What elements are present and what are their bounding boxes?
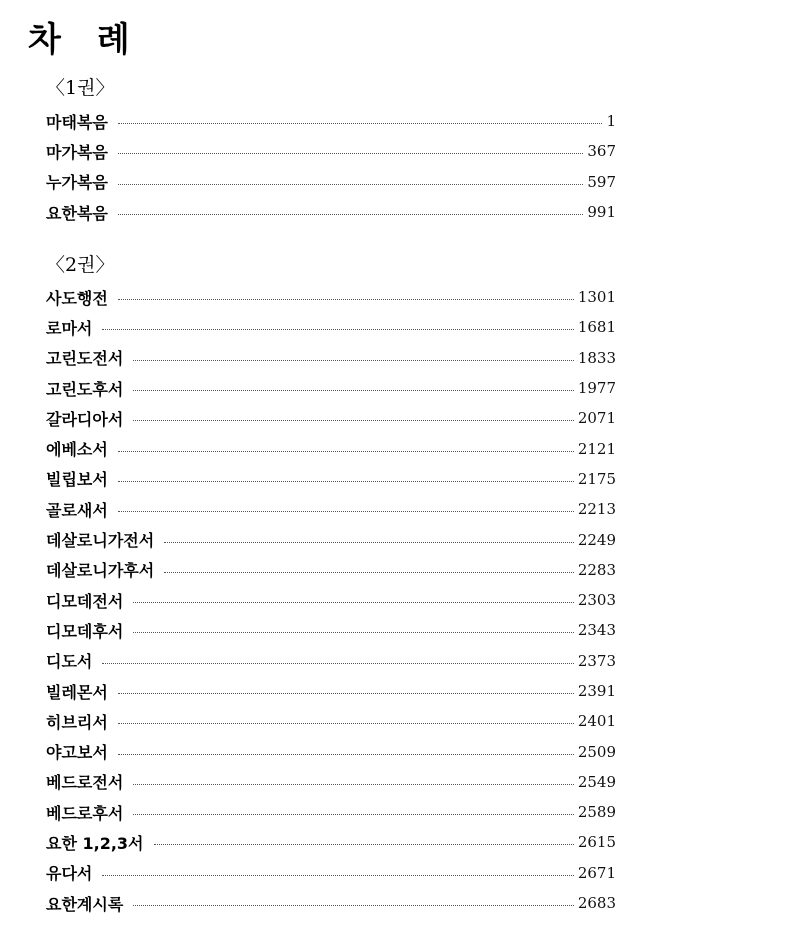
- toc-entry-title: 에베소서: [46, 440, 108, 460]
- toc-entry-title: 요한계시록: [46, 894, 124, 914]
- toc-entry-page-number: 367: [587, 142, 616, 161]
- toc-entry-page-number: 1833: [577, 348, 616, 367]
- page-title-first-char: 차: [28, 20, 61, 60]
- toc-entry[interactable]: [46, 197, 616, 227]
- dot-leader: [118, 693, 574, 694]
- toc-entry-page-number: 1977: [577, 379, 616, 398]
- toc-entry[interactable]: [46, 282, 616, 312]
- page-title-second-char: 례: [96, 20, 130, 60]
- toc-entry-page-number: 2671: [577, 863, 616, 882]
- dot-leader: [154, 844, 574, 845]
- toc-entry-title: 마가복음: [46, 142, 108, 162]
- toc-entry-page-number: 991: [587, 203, 616, 222]
- toc-entry-title: 디도서: [46, 652, 93, 672]
- toc-entry-page-number: 2615: [577, 833, 616, 852]
- dot-leader: [102, 663, 573, 664]
- toc-entry-title: 히브리서: [46, 712, 108, 732]
- toc-entry[interactable]: [46, 433, 616, 463]
- dot-leader: [118, 451, 574, 452]
- toc-entry[interactable]: [46, 403, 616, 433]
- dot-leader: [118, 481, 574, 482]
- toc-entry-title: 유다서: [46, 864, 93, 884]
- toc-entry-page-number: 2283: [577, 560, 616, 579]
- toc-entry-title: 요한복음: [46, 203, 108, 223]
- dot-leader: [118, 184, 584, 185]
- toc-entry-title: 베드로전서: [46, 773, 124, 793]
- toc-entry-title: 디모데전서: [46, 591, 124, 611]
- dot-leader: [118, 511, 574, 512]
- toc-entry-title: 요한 1,2,3서: [46, 833, 144, 853]
- toc-entry-page-number: 2303: [577, 591, 616, 610]
- toc-entry-title: 데살로니가후서: [46, 561, 155, 581]
- toc-entry-title: 빌레몬서: [46, 682, 108, 702]
- toc-entry-page-number: 1681: [577, 318, 616, 337]
- toc-entry[interactable]: [46, 706, 616, 736]
- toc-entry-page-number: 2391: [577, 682, 616, 700]
- dot-leader: [133, 420, 574, 421]
- toc-entry-title: 데살로니가전서: [46, 531, 155, 551]
- dot-leader: [102, 875, 573, 876]
- toc-entry[interactable]: [46, 888, 616, 918]
- dot-leader: [118, 299, 574, 300]
- dot-leader: [118, 214, 584, 215]
- toc-entry-title: 로마서: [46, 318, 93, 338]
- volume-2-heading: 〈2권〉: [46, 254, 115, 276]
- toc-entry[interactable]: [46, 797, 616, 827]
- toc-entry-page-number: 2121: [577, 439, 616, 458]
- toc-entry-title: 마태복음: [46, 112, 108, 132]
- toc-entry[interactable]: [46, 343, 616, 373]
- toc-entry[interactable]: [46, 312, 616, 342]
- toc-entry-title: 고린도후서: [46, 379, 124, 399]
- toc-entry-title: 갈라디아서: [46, 409, 124, 429]
- toc-entry[interactable]: [46, 464, 616, 494]
- dot-leader: [118, 723, 574, 724]
- toc-entry-title: 고린도전서: [46, 349, 124, 369]
- dot-leader: [118, 123, 603, 124]
- toc-entry-page-number: 2175: [577, 469, 616, 488]
- dot-leader: [133, 905, 574, 906]
- toc-entry-page-number: 2373: [577, 651, 616, 670]
- toc-entry[interactable]: [46, 585, 616, 615]
- dot-leader: [118, 153, 584, 154]
- toc-entry-page-number: 2071: [577, 409, 616, 428]
- toc-entry-title: 골로새서: [46, 500, 108, 520]
- toc-entry[interactable]: [46, 106, 616, 136]
- toc-entry[interactable]: [46, 615, 616, 645]
- toc-entry-page-number: 2401: [577, 712, 616, 731]
- toc-entry[interactable]: [46, 555, 616, 585]
- toc-entry[interactable]: [46, 136, 616, 166]
- toc-entry-page-number: 1301: [577, 288, 616, 307]
- toc-entry-page-number: 2343: [577, 621, 616, 640]
- toc-entry-page-number: 1: [606, 112, 616, 131]
- toc-entry-page-number: 2213: [577, 500, 616, 519]
- toc-entry-page-number: 597: [587, 172, 616, 191]
- dot-leader: [133, 602, 574, 603]
- volume-2-list: [46, 282, 616, 918]
- toc-entry[interactable]: [46, 827, 616, 857]
- toc-entry[interactable]: [46, 373, 616, 403]
- toc-entry-title: 누가복음: [46, 173, 108, 193]
- dot-leader: [133, 360, 574, 361]
- dot-leader: [133, 814, 574, 815]
- toc-entry[interactable]: [46, 736, 616, 766]
- dot-leader: [133, 784, 574, 785]
- page-title: [28, 12, 130, 61]
- dot-leader: [102, 329, 573, 330]
- toc-entry-title: 디모데후서: [46, 621, 124, 641]
- toc-entry-page-number: 2549: [577, 772, 616, 791]
- dot-leader: [164, 572, 574, 573]
- toc-entry-page-number: 2683: [577, 894, 616, 913]
- toc-entry[interactable]: [46, 524, 616, 554]
- toc-entry[interactable]: [46, 646, 616, 676]
- toc-entry-title: 사도행전: [46, 288, 108, 308]
- toc-entry-page-number: 2509: [577, 742, 616, 761]
- toc-entry-page-number: 2589: [577, 803, 616, 822]
- toc-entry-title: 야고보서: [46, 743, 108, 763]
- toc-entry-title: 빌립보서: [46, 470, 108, 490]
- dot-leader: [133, 390, 574, 391]
- dot-leader: [133, 632, 574, 633]
- toc-entry[interactable]: [46, 767, 616, 797]
- toc-entry[interactable]: [46, 676, 616, 706]
- dot-leader: [118, 754, 574, 755]
- volume-1-list: [46, 106, 616, 227]
- toc-entry-title: 베드로후서: [46, 803, 124, 823]
- toc-entry-page-number: 2249: [577, 530, 616, 549]
- toc-entry[interactable]: [46, 494, 616, 524]
- dot-leader: [164, 542, 574, 543]
- volume-1-heading: 〈1권〉: [46, 77, 115, 99]
- toc-entry[interactable]: [46, 167, 616, 197]
- toc-entry[interactable]: [46, 858, 616, 888]
